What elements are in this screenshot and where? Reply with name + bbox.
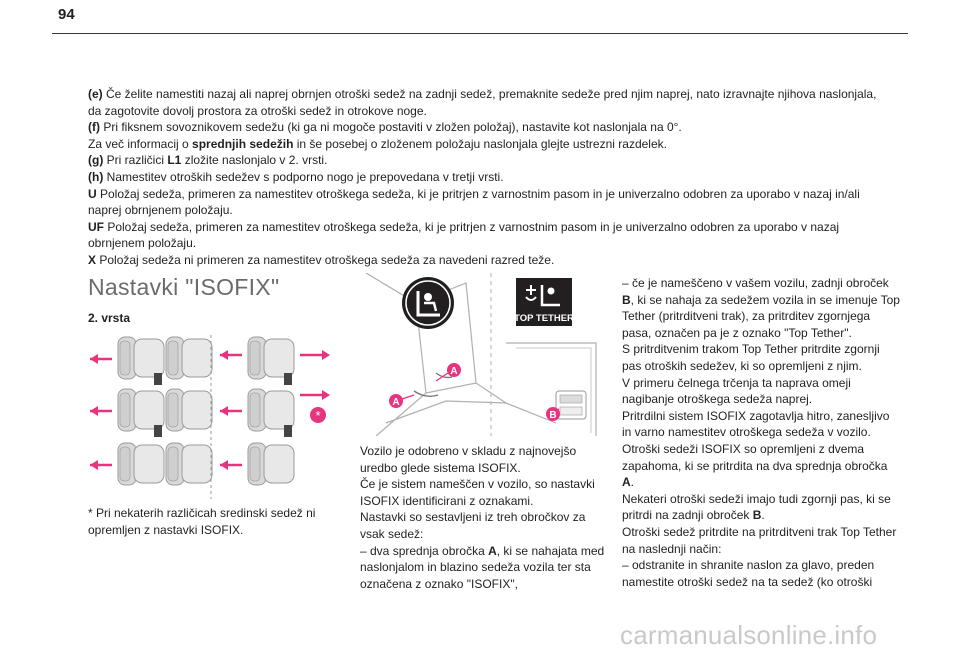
isofix-arrow-left-1 — [90, 354, 112, 364]
col3-p6 — [622, 491, 902, 524]
section-title: Nastavki "ISOFIX" — [88, 274, 280, 300]
isofix-child-seat-icon — [402, 277, 454, 329]
note-x-text: Položaj sedeža ni primeren za namestitev otroškega sedeža za navedeni razred teže. — [96, 252, 555, 267]
isofix-arrow-right-mid — [300, 390, 330, 400]
col3-p2: S pritrditvenim trakom Top Tether pritrdite zgornji pas otroških sedežev, ki so opremljeni z njim. — [622, 342, 880, 373]
isofix-arrow-right-top — [300, 350, 330, 360]
col2-p4-pre: – dva sprednja obročka — [360, 543, 489, 558]
footnote: * Pri nekaterih različicah sredinski sedež ni opremljen z nastavki ISOFIX. — [88, 506, 316, 537]
svg-text:*: * — [315, 408, 321, 423]
col2-p4 — [360, 543, 605, 593]
note-u-text: Položaj sedeža, primeren za namestitev otroškega sedeža, ki je pritrjen z varnostnim pasom in je univerzalno odobren za uporabo v nazaj in/ali naprej obrnjenem položaju. — [88, 186, 860, 218]
col2-p3: Nastavki so sestavljeni iz treh obročkov za vsak sedež: — [360, 510, 586, 541]
note-g-post: zložite naslonjalo v 2. vrsti. — [181, 153, 328, 168]
col3-p3: V primeru čelnega trčenja ta naprava omeji nagibanje otroškega sedeža naprej. — [622, 375, 851, 407]
isofix-seat-diagram — [88, 333, 333, 501]
col3-p4: Pritrdilni sistem ISOFIX zagotavlja hitro, zanesljivo in varno namestitev otroškega sedeža v vozilo. — [622, 408, 890, 440]
note-u-label: U — [88, 186, 97, 201]
col3-p6-bold: B — [752, 508, 762, 523]
text-column-middle — [360, 443, 605, 592]
note-g — [88, 152, 888, 169]
page-number: 94 — [58, 6, 75, 23]
note-f-label: (f) — [88, 120, 100, 135]
isofix-arrow-right-3 — [220, 460, 242, 470]
isofix-photo — [356, 273, 599, 436]
note-f2-bold: sprednjih sedežih — [192, 136, 294, 151]
note-h-label: (h) — [88, 169, 104, 184]
col3-p6-pre: Nekateri otroški sedeži imajo tudi zgornji pas, ki se pritrdi na zadnji obroček — [622, 491, 891, 523]
top-tether-icon — [514, 278, 574, 326]
note-e — [88, 86, 888, 119]
note-g-label: (g) — [88, 153, 104, 168]
note-x-label: X — [88, 252, 97, 267]
note-x — [88, 252, 888, 269]
col2-p4-post: , ki se nahajata med naslonjalom in blazino sedeža vozila ter sta označena z oznako "ISOFIX", — [360, 543, 605, 591]
note-e-text: Če želite namestiti nazaj ali naprej obrnjen otroški sedež na zadnji sedež, premaknite sedeže pred njim naprej, nato izravnajte njihova naslonjala, da zagotovite dovolj prostora za otroški sedež in otrokove noge. — [88, 87, 877, 118]
anchor-marker-b — [546, 407, 560, 421]
col3-p5-pre: Otroški sedeži ISOFIX so opremljeni z dvema zapahoma, ki se pritrdita na dva sprednja obročka — [622, 441, 888, 473]
col3-p6-post: . — [761, 508, 765, 523]
col2-p1: Vozilo je odobreno v skladu z najnovejšo uredbo glede sistema ISOFIX. — [360, 444, 577, 475]
isofix-photo-drawing — [356, 273, 599, 436]
marker-a-lower-label: A — [392, 397, 400, 408]
note-f — [88, 119, 888, 136]
note-u — [88, 186, 888, 219]
note-f2-pre: Za več informacij o — [88, 136, 193, 151]
seat-row-right — [248, 337, 294, 485]
note-h-text: Namestitev otroških sedežev s podporno nogo je prepovedana v tretji vrsti. — [103, 169, 504, 184]
note-h — [88, 169, 888, 186]
notes-block — [88, 86, 888, 269]
seat-row-left — [118, 337, 212, 485]
isofix-arrow-left-3 — [90, 460, 112, 470]
note-uf — [88, 219, 888, 252]
note-g-bold: L1 — [167, 153, 182, 168]
note-uf-text: Položaj sedeža, primeren za namestitev otroškega sedeža, ki je pritrjen z varnostnim pasom in je univerzalno odobren za uporabo v nazaj obrnjenem položaju. — [88, 219, 840, 251]
top-tether-label: TOP TETHER — [514, 313, 574, 324]
note-f2-post: in še posebej o zloženem položaju naslonjala glejte ustrezni razdelek. — [293, 136, 667, 151]
col3-p1-post: , ki se nahaja za sedežem vozila in se imenuje Top Tether (pritrditveni trak), za pritrditev zgornjega pasa, označen pa je z oznako "Top Tether". — [622, 292, 900, 340]
text-column-right — [622, 275, 902, 590]
col3-p8: – odstranite in shranite naslon za glavo, preden namestite otroški sedež na ta sedež (ko otroški — [622, 558, 875, 589]
isofix-arrow-right-1 — [220, 350, 242, 360]
col2-p4-bold: A — [488, 543, 497, 558]
isofix-arrow-right-2 — [220, 406, 242, 416]
isofix-arrow-left-2 — [90, 406, 112, 416]
note-uf-label: UF — [88, 219, 104, 234]
center-seat-asterisk-icon — [310, 407, 326, 423]
note-e-label: (e) — [88, 87, 103, 101]
col3-p1-pre: – če je nameščeno v vašem vozilu, zadnji obroček — [622, 276, 889, 290]
col3-p5-post: . — [630, 475, 635, 490]
marker-a-upper-label: A — [450, 366, 458, 377]
note-g-pre: Pri različici — [103, 153, 168, 168]
marker-b-label: B — [549, 410, 557, 421]
col3-p7: Otroški sedež pritrdite na pritrditveni trak Top Tether na naslednji način: — [622, 524, 897, 556]
note-f-more — [88, 136, 888, 153]
row-label: 2. vrsta — [88, 311, 131, 325]
col3-p5 — [622, 441, 902, 491]
watermark: carmanualsonline.info — [620, 620, 878, 650]
header-rule — [52, 33, 908, 34]
col2-p2: Če je sistem nameščen v vozilo, so nastavki ISOFIX identificirani z oznakami. — [360, 477, 595, 508]
note-f-text: Pri fiksnem sovoznikovem sedežu (ki ga ni mogoče postaviti v zložen položaj), nastavite kot naslonjala na 0°. — [100, 120, 682, 135]
col3-p1 — [622, 275, 902, 341]
col3-p5-bold: A — [622, 475, 631, 490]
col3-p1-bold: B — [622, 292, 631, 307]
